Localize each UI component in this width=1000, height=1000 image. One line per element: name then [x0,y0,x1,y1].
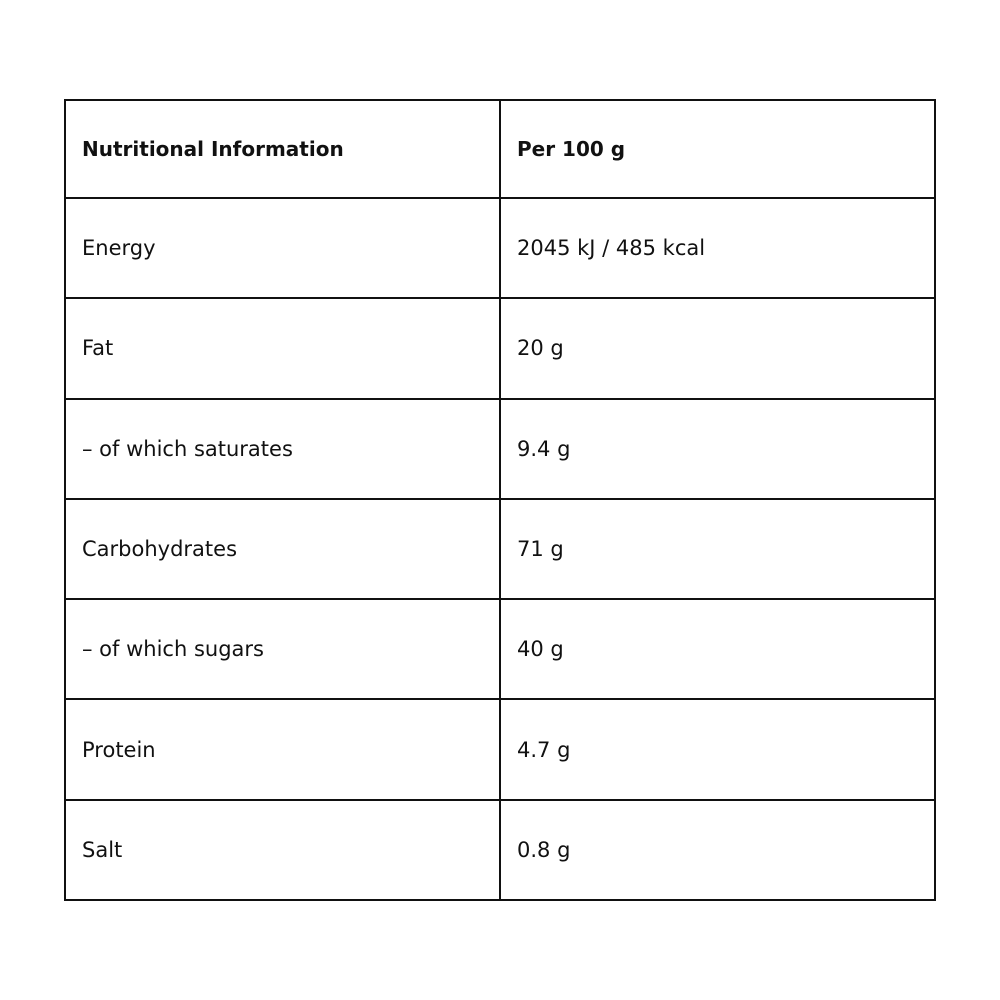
row-value-saturates: 9.4 g [500,399,935,499]
table-row [65,198,935,298]
table-row [65,399,935,499]
table-row [65,699,935,799]
row-label-sugars: – of which sugars [65,599,500,699]
row-label-protein: Protein [65,699,500,799]
nutrition-table [64,99,936,901]
row-label-salt: Salt [65,800,500,900]
row-value-salt: 0.8 g [500,800,935,900]
row-label-saturates: – of which saturates [65,399,500,499]
row-value-energy: 2045 kJ / 485 kcal [500,198,935,298]
row-value-carbohydrates: 71 g [500,499,935,599]
table-row [65,800,935,900]
header-value: Per 100 g [500,100,935,198]
row-label-fat: Fat [65,298,500,398]
table-row [65,499,935,599]
row-value-protein: 4.7 g [500,699,935,799]
row-label-carbohydrates: Carbohydrates [65,499,500,599]
row-value-fat: 20 g [500,298,935,398]
table-row [65,599,935,699]
row-label-energy: Energy [65,198,500,298]
table-row [65,298,935,398]
row-value-sugars: 40 g [500,599,935,699]
header-label: Nutritional Information [65,100,500,198]
table-header-row [65,100,935,198]
